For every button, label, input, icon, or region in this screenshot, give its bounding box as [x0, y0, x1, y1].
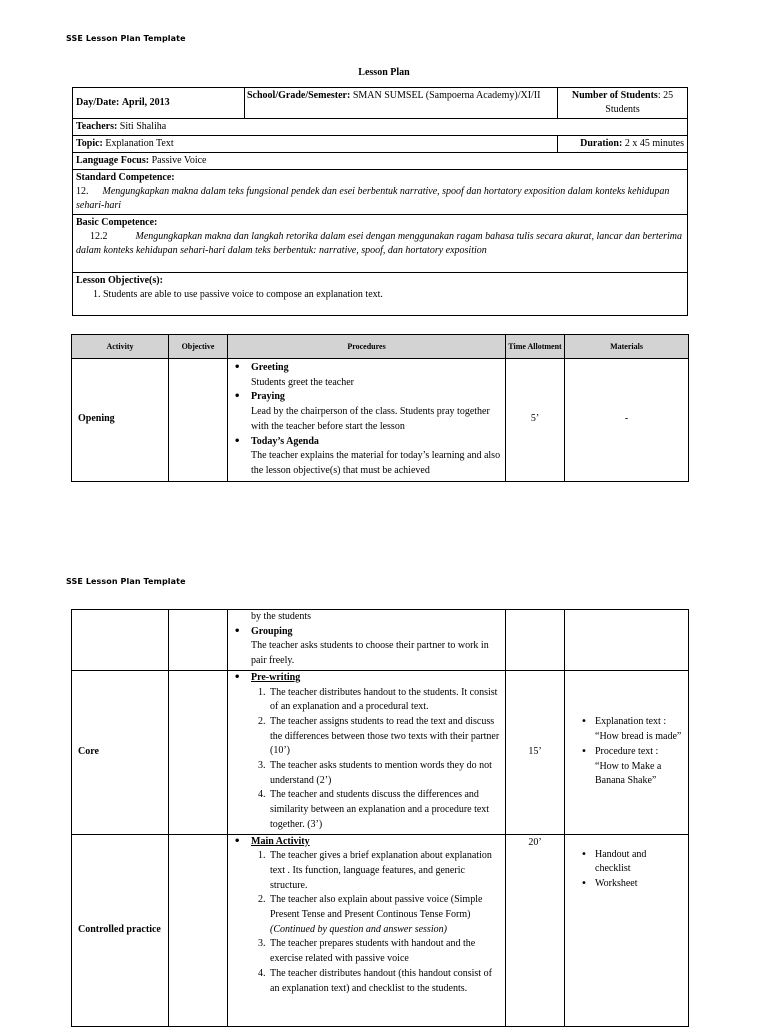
school-cell: School/Grade/Semester: SMAN SUMSEL (Sampoerna Academy)/XI/II — [245, 88, 558, 119]
lesson-objective-item: 1. Students are able to use passive voice to compose an explanation text. — [93, 289, 383, 300]
day-date-cell: Day/Date: April, 2013 — [73, 88, 245, 119]
basic-competence-text: Mengungkapkan makna dan langkah retorika dalam esei dengan menggunakan ragam bahasa tulis secara akurat, lancar dan berterima dalam konteks kehidupan sehari-hari dalam teks berbentuk: narrative, spoof, dan hortatory exposition — [76, 231, 682, 256]
table-row — [72, 834, 689, 1026]
teachers-cell: Teachers: Siti Shaliha — [73, 119, 688, 136]
lesson-info-table — [72, 87, 688, 316]
material-procedure: • Procedure text : — [569, 745, 684, 760]
header-activity: Activity — [72, 335, 169, 359]
list-item: 1. The teacher gives a brief explanation about explanation text . Its function, language features, and generic structure. — [268, 849, 501, 893]
basic-competence-cell: Basic Competence: 12.2 Mengungkapkan makna dan langkah retorika dalam esei dengan menggunakan ragam bahasa tulis secara akurat, lancar dan berterima dalam konteks kehidupan sehari-hari dalam teks berbentuk: narrative, spoof, dan hortatory exposition — [73, 215, 688, 273]
pre-writing-title: • Pre-writing — [230, 671, 501, 686]
activity-controlled-practice: Controlled practice — [72, 834, 169, 1026]
objective-cell — [169, 359, 228, 482]
template-header: SSE Lesson Plan Template — [66, 34, 186, 43]
procedures-cell — [228, 610, 506, 671]
time-cell — [506, 610, 565, 671]
activity-table-continued — [71, 609, 689, 1027]
procedures-cell — [228, 834, 506, 1026]
list-item: 4. The teacher and students discuss the differences and similarity between an explanation and a procedure text together. (3’) — [268, 788, 501, 832]
header-materials: Materials — [565, 335, 689, 359]
material-procedure-title: “How to Make a Banana Shake” — [595, 760, 662, 787]
procedures-cell — [228, 359, 506, 482]
pre-writing-steps — [230, 686, 501, 833]
material-handout: • Handout and checklist — [569, 848, 684, 877]
praying-text: Lead by the chairperson of the class. Students pray together with the teacher before start the lesson — [251, 406, 490, 432]
continued-text: by the students — [251, 611, 311, 622]
header-objective: Objective — [169, 335, 228, 359]
list-item: 3. The teacher prepares students with handout and the exercise related with passive voice — [268, 937, 501, 966]
praying-title: • Praying — [230, 390, 501, 405]
list-item: 4. The teacher distributes handout (this handout consist of an explanation text) and checklist to the students. — [268, 967, 501, 996]
procedures-cell — [228, 670, 506, 834]
greeting-title: • Greeting — [230, 361, 501, 376]
topic-cell: Topic: Explanation Text — [73, 136, 558, 153]
activity-core: Core — [72, 670, 169, 834]
agenda-text: The teacher explains the material for today’s learning and also the lesson objective(s) that must be achieved — [251, 450, 501, 476]
header-time-allotment: Time Allotment — [506, 335, 565, 359]
agenda-title: • Today’s Agenda — [230, 435, 501, 450]
language-focus-cell: Language Focus: Passive Voice — [73, 153, 688, 170]
materials-core — [565, 670, 689, 834]
activity-table — [71, 334, 689, 482]
materials-controlled — [565, 834, 689, 1026]
header-procedures: Procedures — [228, 335, 506, 359]
standard-competence-text: Mengungkapkan makna dalam teks fungsional pendek dan esei berbentuk narrative, spoof dan hortatory exposition dalam konteks kehidupan sehari-hari — [76, 186, 670, 211]
objective-cell — [169, 610, 228, 671]
table-row — [72, 670, 689, 834]
greeting-text: Students greet the teacher — [251, 376, 355, 388]
students-value: : 25 Students — [605, 90, 674, 115]
language-focus-value: Passive Voice — [151, 155, 207, 166]
materials-cell — [565, 610, 689, 671]
day-date-value: April, 2013 — [121, 97, 170, 108]
main-activity-steps — [230, 849, 501, 996]
table-row — [72, 610, 689, 671]
objective-cell — [169, 834, 228, 1026]
time-controlled: 20’ — [506, 834, 565, 1026]
students-cell: Number of Students: 25 Students — [558, 88, 688, 119]
lesson-objective-cell: Lesson Objective(s): 1. Students are able to use passive voice to compose an explanation text. — [73, 273, 688, 316]
objective-cell — [169, 670, 228, 834]
main-activity-title: • Main Activity — [230, 835, 501, 850]
grouping-text: The teacher asks students to choose their partner to work in pair freely. — [251, 640, 489, 667]
step-note: (Continued by question and answer session) — [270, 923, 447, 935]
time-opening: 5’ — [506, 359, 565, 482]
template-header-page2: SSE Lesson Plan Template — [66, 577, 186, 586]
table-row — [72, 359, 689, 482]
list-item: 2. The teacher assigns students to read the text and discuss the differences between those two texts with their partner (10’) — [268, 715, 501, 759]
materials-opening: - — [565, 359, 689, 482]
topic-value: Explanation Text — [105, 138, 174, 149]
material-explanation: • Explanation text : — [569, 715, 684, 730]
time-core: 15’ — [506, 670, 565, 834]
grouping-title: • Grouping — [230, 625, 501, 640]
standard-competence-cell: Standard Competence: 12. Mengungkapkan makna dalam teks fungsional pendek dan esei berbentuk narrative, spoof dan hortatory exposition dalam konteks kehidupan sehari-hari — [73, 170, 688, 215]
teachers-value: Siti Shaliha — [119, 121, 167, 132]
list-item: 1. The teacher distributes handout to the students. It consist of an explanation and a procedural text. — [268, 686, 501, 715]
list-item: 3. The teacher asks students to mention words they do not understand (2’) — [268, 759, 501, 788]
material-worksheet: • Worksheet — [569, 877, 684, 892]
material-explanation-title: “How bread is made” — [595, 731, 682, 743]
school-value: SMAN SUMSEL (Sampoerna Academy)/XI/II — [352, 90, 541, 101]
activity-cell — [72, 610, 169, 671]
duration-cell: Duration: 2 x 45 minutes — [558, 136, 688, 153]
page-title: Lesson Plan — [358, 67, 410, 78]
activity-opening: Opening — [72, 359, 169, 482]
list-item: 2. The teacher also explain about passive voice (Simple Present Tense and Present Continous Tense Form) (Continued by question and answer session) — [268, 893, 501, 937]
duration-value: 2 x 45 minutes — [624, 138, 684, 149]
